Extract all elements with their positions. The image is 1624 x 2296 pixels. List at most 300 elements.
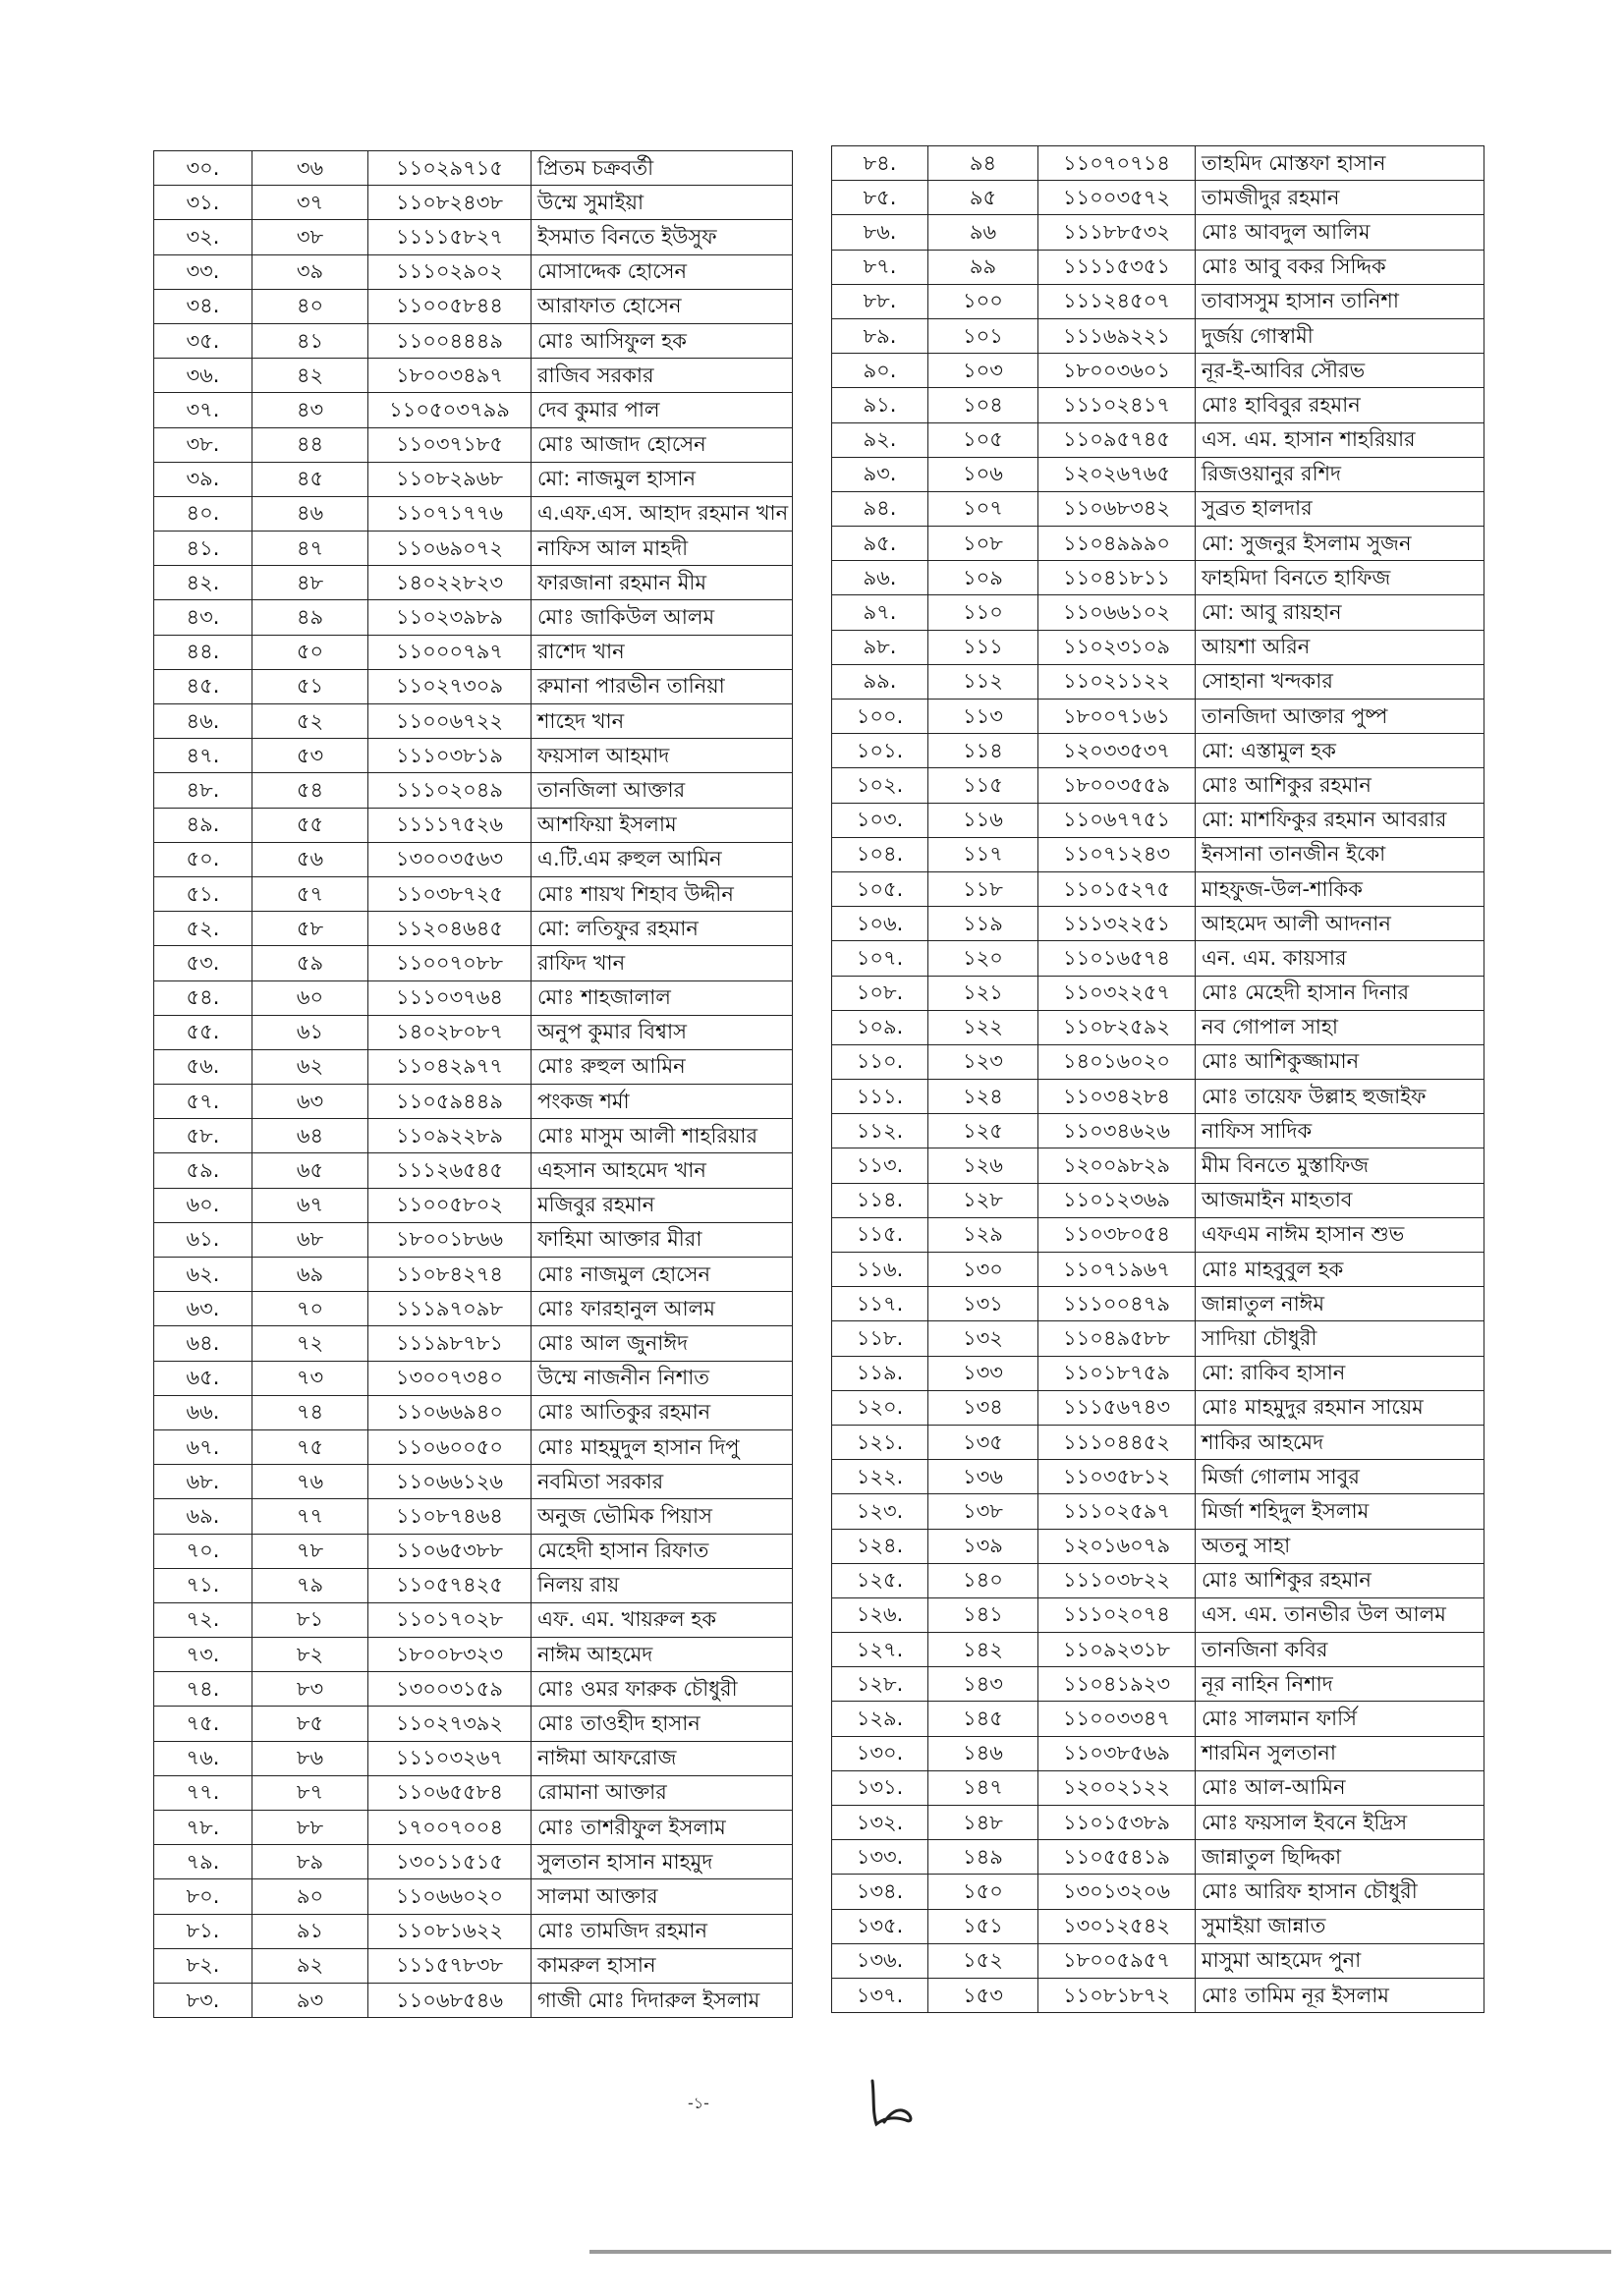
table-row [832, 1563, 1484, 1597]
serial-cell: ৮৯. [832, 318, 928, 353]
registration-cell: ১১০০৪৪৪৯ [368, 323, 532, 358]
roll-cell: ১৩২ [928, 1321, 1038, 1356]
serial-cell: ৮৫. [832, 181, 928, 215]
registration-cell: ১১০৩৪২৮৪ [1038, 1080, 1196, 1114]
name-cell: মো: মাশফিকুর রহমান আবরার [1196, 803, 1484, 837]
name-cell: মোঃ আবু বকর সিদ্দিক [1196, 250, 1484, 284]
registration-cell: ১২০০২১২২ [1038, 1770, 1196, 1805]
roll-cell: ১১১ [928, 630, 1038, 664]
registration-cell: ১৪০১৬০২০ [1038, 1044, 1196, 1079]
registration-cell: ১৩০১১৫১৫ [368, 1845, 532, 1879]
serial-cell: ৬৩. [154, 1292, 252, 1326]
table-row [154, 1222, 793, 1257]
registration-cell: ১৮০০৫৯৫৭ [1038, 1943, 1196, 1978]
roll-cell: ১২২ [928, 1010, 1038, 1044]
name-cell: মির্জা শহিদুল ইসলাম [1196, 1494, 1484, 1529]
registration-cell: ১১০৩৮৭২৫ [368, 876, 532, 911]
table-row [832, 837, 1484, 871]
registration-cell: ১১১৬৯২২১ [1038, 318, 1196, 353]
name-cell: মোঃ শায়খ শিহাব উদ্দীন [532, 876, 793, 911]
registration-cell: ১৪০২৮০৮৭ [368, 1015, 532, 1049]
serial-cell: ৬৯. [154, 1499, 252, 1534]
table-row [832, 1010, 1484, 1044]
name-cell: নাফিস সাদিক [1196, 1114, 1484, 1148]
name-cell: ফারজানা রহমান মীম [532, 566, 793, 600]
name-cell: মোঃ রুহুল আমিন [532, 1049, 793, 1084]
name-cell: মোঃ আরিফ হাসান চৌধুরী [1196, 1875, 1484, 1909]
roll-cell: ৪৯ [252, 600, 368, 635]
table-row [154, 532, 793, 566]
page-number: -১- [688, 2094, 709, 2112]
registration-cell: ১১০২৩১০৯ [1038, 630, 1196, 664]
registration-cell: ১১১০২০৭৪ [1038, 1597, 1196, 1632]
name-cell: নূর নাহিন নিশাদ [1196, 1667, 1484, 1702]
name-cell: মোঃ মাহমুদুর রহমান সায়েম [1196, 1390, 1484, 1425]
registration-cell: ১১০৮২৫৯২ [1038, 1010, 1196, 1044]
serial-cell: ১১২. [832, 1114, 928, 1148]
name-cell: মো: লতিফুর রহমান [532, 912, 793, 946]
table-row [154, 1153, 793, 1188]
table-row [154, 739, 793, 773]
registration-cell: ১১১০৩৮১৯ [368, 739, 532, 773]
roll-cell: ১২৯ [928, 1217, 1038, 1252]
table-row [832, 1321, 1484, 1356]
name-cell: পংকজ শর্মা [532, 1085, 793, 1119]
roll-cell: ৩৬ [252, 151, 368, 186]
registration-cell: ১১০৩৭১৮৫ [368, 427, 532, 462]
registration-cell: ১১০৬৬০২০ [368, 1879, 532, 1914]
registration-cell: ১১০১৫৩৮৯ [1038, 1806, 1196, 1840]
registration-cell: ১১০৬৭৭৫১ [1038, 803, 1196, 837]
name-cell: মোঃ তায়েফ উল্লাহ হুজাইফ [1196, 1080, 1484, 1114]
roll-cell: ১০০ [928, 284, 1038, 318]
serial-cell: ৩৮. [154, 427, 252, 462]
table-row [832, 630, 1484, 664]
table-row [832, 561, 1484, 595]
name-cell: এ.এফ.এস. আহাদ রহমান খান [532, 496, 793, 531]
table-row [832, 1633, 1484, 1667]
roll-cell: ১১৭ [928, 837, 1038, 871]
serial-cell: ৭১. [154, 1568, 252, 1602]
table-row [832, 1460, 1484, 1494]
name-cell: রাজিব সরকার [532, 359, 793, 393]
name-cell: মো: রাকিব হাসান [1196, 1356, 1484, 1390]
name-cell: এ.টি.এম রুহুল আমিন [532, 842, 793, 876]
roll-cell: ১১২ [928, 664, 1038, 699]
roll-cell: ৫৭ [252, 876, 368, 911]
registration-cell: ১১০০৬৭২২ [368, 704, 532, 739]
serial-cell: ৪২. [154, 566, 252, 600]
serial-cell: ৭৬. [154, 1741, 252, 1775]
table-row [154, 1568, 793, 1602]
roll-cell: ৭৮ [252, 1534, 368, 1568]
serial-cell: ৩৩. [154, 254, 252, 289]
registration-cell: ১১০০৩৩৪৭ [1038, 1702, 1196, 1736]
registration-cell: ১২০০৯৮২৯ [1038, 1148, 1196, 1183]
registration-cell: ১১০৫০৩৭৯৯ [368, 393, 532, 427]
table-row [154, 1638, 793, 1672]
table-row [154, 1672, 793, 1707]
roll-cell: ১১৮ [928, 871, 1038, 906]
name-cell: মোঃ আবদুল আলিম [1196, 215, 1484, 250]
name-cell: মো: এস্তামুল হক [1196, 734, 1484, 768]
name-cell: আজমাইন মাহতাব [1196, 1183, 1484, 1217]
serial-cell: ৯৩. [832, 457, 928, 491]
name-cell: মোঃ আশিকুজ্জামান [1196, 1044, 1484, 1079]
registration-cell: ১১০৪১৯২৩ [1038, 1667, 1196, 1702]
roll-cell: ১৪৩ [928, 1667, 1038, 1702]
registration-cell: ১৩০১৩২০৬ [1038, 1875, 1196, 1909]
serial-cell: ৫৮. [154, 1119, 252, 1153]
table-row [832, 1875, 1484, 1909]
name-cell: ফয়সাল আহমাদ [532, 739, 793, 773]
registration-cell: ১১০১৫২৭৫ [1038, 871, 1196, 906]
name-cell: মোঃ আসিফুল হক [532, 323, 793, 358]
roll-cell: ৪০ [252, 289, 368, 323]
table-row [832, 734, 1484, 768]
table-row [832, 1597, 1484, 1632]
table-row [154, 1811, 793, 1845]
serial-cell: ৩২. [154, 220, 252, 254]
serial-cell: ৭৪. [154, 1672, 252, 1707]
table-row [832, 1253, 1484, 1287]
registration-cell: ১১১৫৬৭৪৩ [1038, 1390, 1196, 1425]
registration-cell: ১১০১২৩৬৯ [1038, 1183, 1196, 1217]
roll-cell: ৬৫ [252, 1153, 368, 1188]
registration-cell: ১১১৮৮৫৩২ [1038, 215, 1196, 250]
table-row [832, 907, 1484, 941]
registration-cell: ১১১২৪৫০৭ [1038, 284, 1196, 318]
roll-cell: ৭৭ [252, 1499, 368, 1534]
serial-cell: ৯৬. [832, 561, 928, 595]
table-row [832, 1702, 1484, 1736]
registration-cell: ১২০২৬৭৬৫ [1038, 457, 1196, 491]
table-row [154, 151, 793, 186]
roll-cell: ৪৭ [252, 532, 368, 566]
table-row [832, 1183, 1484, 1217]
name-cell: রুমানা পারভীন তানিয়া [532, 669, 793, 703]
table-row [832, 1909, 1484, 1943]
roll-cell: ১২৫ [928, 1114, 1038, 1148]
roll-cell: ১২৪ [928, 1080, 1038, 1114]
roll-cell: ১৩৪ [928, 1390, 1038, 1425]
registration-cell: ১১০৯২৩১৮ [1038, 1633, 1196, 1667]
name-cell: কামরুল হাসান [532, 1948, 793, 1983]
registration-cell: ১১০৯৫৭৪৫ [1038, 422, 1196, 457]
roll-cell: ৯০ [252, 1879, 368, 1914]
name-cell: উম্মে সুমাইয়া [532, 186, 793, 220]
registration-cell: ১১০৪১৮১১ [1038, 561, 1196, 595]
serial-cell: ১৩৫. [832, 1909, 928, 1943]
table-row [154, 1465, 793, 1499]
registration-cell: ১১০৮৪২৭৪ [368, 1258, 532, 1292]
name-cell: এফ. এম. খায়রুল হক [532, 1602, 793, 1637]
roll-cell: ১৪৮ [928, 1806, 1038, 1840]
registration-cell: ১১০৮৭৪৬৪ [368, 1499, 532, 1534]
roll-cell: ৯২ [252, 1948, 368, 1983]
serial-cell: ১০৭. [832, 941, 928, 976]
registration-cell: ১৮০০৩৪৯৭ [368, 359, 532, 393]
roll-cell: ৬৭ [252, 1188, 368, 1222]
table-row [154, 1775, 793, 1810]
table-row [832, 976, 1484, 1010]
roll-cell: ৫৫ [252, 808, 368, 842]
serial-cell: ৮৭. [832, 250, 928, 284]
name-cell: রাফিদ খান [532, 946, 793, 980]
results-table-right-body [832, 146, 1484, 2013]
roll-cell: ৫১ [252, 669, 368, 703]
name-cell: মো: সুজনুর ইসলাম সুজন [1196, 527, 1484, 561]
name-cell: শাকির আহমেদ [1196, 1425, 1484, 1459]
name-cell: সুব্রত হালদার [1196, 491, 1484, 526]
name-cell: নবমিতা সরকার [532, 1465, 793, 1499]
serial-cell: ৯৮. [832, 630, 928, 664]
serial-cell: ১২৩. [832, 1494, 928, 1529]
serial-cell: ৬৪. [154, 1326, 252, 1361]
name-cell: তাবাসসুম হাসান তানিশা [1196, 284, 1484, 318]
roll-cell: ৫৬ [252, 842, 368, 876]
serial-cell: ৯৯. [832, 664, 928, 699]
table-row [154, 1983, 793, 2017]
serial-cell: ৮৬. [832, 215, 928, 250]
registration-cell: ১১০৭০৭১৪ [1038, 146, 1196, 181]
roll-cell: ৮৮ [252, 1811, 368, 1845]
name-cell: মোঃ জাকিউল আলম [532, 600, 793, 635]
roll-cell: ৮৯ [252, 1845, 368, 1879]
registration-cell: ১১০৩৫৮১২ [1038, 1460, 1196, 1494]
table-row [832, 1114, 1484, 1148]
table-row [154, 600, 793, 635]
registration-cell: ১১১০০৪৭৯ [1038, 1287, 1196, 1321]
name-cell: নিলয় রায় [532, 1568, 793, 1602]
registration-cell: ১৭০০৭০০৪ [368, 1811, 532, 1845]
table-row [154, 912, 793, 946]
name-cell: তানজিনা কবির [1196, 1633, 1484, 1667]
serial-cell: ১১৬. [832, 1253, 928, 1287]
serial-cell: ৪৬. [154, 704, 252, 739]
name-cell: দেব কুমার পাল [532, 393, 793, 427]
name-cell: মোঃ মাসুম আলী শাহরিয়ার [532, 1119, 793, 1153]
table-row [832, 527, 1484, 561]
serial-cell: ১১৫. [832, 1217, 928, 1252]
table-row [154, 946, 793, 980]
roll-cell: ৯৩ [252, 1983, 368, 2017]
roll-cell: ৪৫ [252, 462, 368, 496]
serial-cell: ১০৩. [832, 803, 928, 837]
table-row [832, 215, 1484, 250]
serial-cell: ৬২. [154, 1258, 252, 1292]
name-cell: মোঃ মাহমুদুল হাসান দিপু [532, 1429, 793, 1464]
serial-cell: ১৩৪. [832, 1875, 928, 1909]
serial-cell: ৩৪. [154, 289, 252, 323]
registration-cell: ১১০২৭৩৯২ [368, 1707, 532, 1741]
roll-cell: ১০৯ [928, 561, 1038, 595]
roll-cell: ৭৯ [252, 1568, 368, 1602]
registration-cell: ১১০৬৬৯৪০ [368, 1395, 532, 1429]
roll-cell: ৩৭ [252, 186, 368, 220]
table-row [832, 354, 1484, 388]
serial-cell: ৮০. [154, 1879, 252, 1914]
serial-cell: ৫৩. [154, 946, 252, 980]
name-cell: মোঃ হাবিবুর রহমান [1196, 388, 1484, 422]
table-row [832, 1044, 1484, 1079]
roll-cell: ৫৩ [252, 739, 368, 773]
registration-cell: ১১১১৫৮২৭ [368, 220, 532, 254]
table-row [154, 1361, 793, 1395]
registration-cell: ১২০৩৩৫৩৭ [1038, 734, 1196, 768]
name-cell: রোমানা আক্তার [532, 1775, 793, 1810]
roll-cell: ১০৪ [928, 388, 1038, 422]
name-cell: মো: নাজমুল হাসান [532, 462, 793, 496]
registration-cell: ১৩০০৭৩৪০ [368, 1361, 532, 1395]
table-row [154, 289, 793, 323]
roll-cell: ১৪০ [928, 1563, 1038, 1597]
table-row [154, 1049, 793, 1084]
registration-cell: ১১১২৬৫৪৫ [368, 1153, 532, 1188]
roll-cell: ১৩৬ [928, 1460, 1038, 1494]
roll-cell: ৫৮ [252, 912, 368, 946]
registration-cell: ১১০২৯৭১৫ [368, 151, 532, 186]
roll-cell: ১২৩ [928, 1044, 1038, 1079]
registration-cell: ১১০২৭৩০৯ [368, 669, 532, 703]
serial-cell: ৪৮. [154, 773, 252, 808]
serial-cell: ১২০. [832, 1390, 928, 1425]
registration-cell: ১১০০৩৫৭২ [1038, 181, 1196, 215]
name-cell: সোহানা খন্দকার [1196, 664, 1484, 699]
name-cell: শারমিন সুলতানা [1196, 1736, 1484, 1770]
roll-cell: ১০৬ [928, 457, 1038, 491]
roll-cell: ৮২ [252, 1638, 368, 1672]
table-row [832, 1529, 1484, 1563]
name-cell: মোঃ তামজিদ রহমান [532, 1914, 793, 1948]
serial-cell: ৪৯. [154, 808, 252, 842]
serial-cell: ৭২. [154, 1602, 252, 1637]
serial-cell: ১২২. [832, 1460, 928, 1494]
name-cell: অতনু সাহা [1196, 1529, 1484, 1563]
serial-cell: ৯৫. [832, 527, 928, 561]
table-row [832, 595, 1484, 630]
registration-cell: ১১১০২৫৯৭ [1038, 1494, 1196, 1529]
serial-cell: ৪১. [154, 532, 252, 566]
table-row [832, 181, 1484, 215]
roll-cell: ৮৫ [252, 1707, 368, 1741]
registration-cell: ১৩০১২৫৪২ [1038, 1909, 1196, 1943]
registration-cell: ১১০২৩৯৮৯ [368, 600, 532, 635]
roll-cell: ৬৩ [252, 1085, 368, 1119]
name-cell: মীম বিনতে মুস্তাফিজ [1196, 1148, 1484, 1183]
roll-cell: ১৫০ [928, 1875, 1038, 1909]
serial-cell: ১২১. [832, 1425, 928, 1459]
table-row [154, 1602, 793, 1637]
table-row [832, 250, 1484, 284]
serial-cell: ১২৬. [832, 1597, 928, 1632]
table-row [832, 1736, 1484, 1770]
name-cell: এহসান আহমেদ খান [532, 1153, 793, 1188]
table-row [154, 1258, 793, 1292]
serial-cell: ৪৩. [154, 600, 252, 635]
registration-cell: ১১০৬৬১২৬ [368, 1465, 532, 1499]
roll-cell: ১২০ [928, 941, 1038, 976]
name-cell: শাহেদ খান [532, 704, 793, 739]
name-cell: মোঃ আশিকুর রহমান [1196, 1563, 1484, 1597]
registration-cell: ১৮০০৩৫৫৯ [1038, 768, 1196, 803]
serial-cell: ৭৭. [154, 1775, 252, 1810]
name-cell: মোঃ মেহেদী হাসান দিনার [1196, 976, 1484, 1010]
roll-cell: ৪৪ [252, 427, 368, 462]
registration-cell: ১১০৬৯০৭২ [368, 532, 532, 566]
name-cell: মোঃ ফয়সাল ইবনে ইদ্রিস [1196, 1806, 1484, 1840]
serial-cell: ১১৩. [832, 1148, 928, 1183]
bottom-rule [589, 2250, 1611, 2254]
registration-cell: ১১১৯৮৭৮১ [368, 1326, 532, 1361]
registration-cell: ১১০৩৪৬২৬ [1038, 1114, 1196, 1148]
table-row [154, 773, 793, 808]
table-row [154, 359, 793, 393]
serial-cell: ১১৯. [832, 1356, 928, 1390]
name-cell: জান্নাতুল নাঈম [1196, 1287, 1484, 1321]
name-cell: নাঈমা আফরোজ [532, 1741, 793, 1775]
serial-cell: ৬৬. [154, 1395, 252, 1429]
serial-cell: ৩৭. [154, 393, 252, 427]
signature-mark [855, 2073, 933, 2132]
serial-cell: ৫৬. [154, 1049, 252, 1084]
registration-cell: ১৩০০৩৫৬৩ [368, 842, 532, 876]
results-table-left [153, 150, 793, 2018]
registration-cell: ১১১০৩৭৬৪ [368, 980, 532, 1015]
roll-cell: ৮৬ [252, 1741, 368, 1775]
serial-cell: ৮৩. [154, 1983, 252, 2017]
roll-cell: ১১৫ [928, 768, 1038, 803]
registration-cell: ১৩০০৩১৫৯ [368, 1672, 532, 1707]
registration-cell: ১১০৮২৯৬৮ [368, 462, 532, 496]
serial-cell: ৩১. [154, 186, 252, 220]
serial-cell: ৯৭. [832, 595, 928, 630]
name-cell: ইনসানা তানজীন ইকো [1196, 837, 1484, 871]
roll-cell: ১৫৩ [928, 1978, 1038, 2012]
serial-cell: ৭৫. [154, 1707, 252, 1741]
roll-cell: ৪২ [252, 359, 368, 393]
roll-cell: ১৩০ [928, 1253, 1038, 1287]
registration-cell: ১১০৬৬১০২ [1038, 595, 1196, 630]
registration-cell: ১১০৪২৯৭৭ [368, 1049, 532, 1084]
serial-cell: ৫৪. [154, 980, 252, 1015]
name-cell: তাহমিদ মোস্তফা হাসান [1196, 146, 1484, 181]
registration-cell: ১১০৭১৭৭৬ [368, 496, 532, 531]
name-cell: মাহফুজ-উল-শাকিক [1196, 871, 1484, 906]
registration-cell: ১১১১৭৫২৬ [368, 808, 532, 842]
serial-cell: ৫৯. [154, 1153, 252, 1188]
serial-cell: ৫৭. [154, 1085, 252, 1119]
registration-cell: ১১০৬০০৫০ [368, 1429, 532, 1464]
table-row [832, 1356, 1484, 1390]
roll-cell: ৬৮ [252, 1222, 368, 1257]
serial-cell: ৫০. [154, 842, 252, 876]
serial-cell: ১২৯. [832, 1702, 928, 1736]
table-row [832, 457, 1484, 491]
table-row [832, 491, 1484, 526]
table-row [832, 1840, 1484, 1875]
table-row [832, 803, 1484, 837]
registration-cell: ১১২০৪৬৪৫ [368, 912, 532, 946]
roll-cell: ৫০ [252, 635, 368, 669]
registration-cell: ১১০৩৮০৫৪ [1038, 1217, 1196, 1252]
roll-cell: ৮৭ [252, 1775, 368, 1810]
name-cell: এন. এম. কায়সার [1196, 941, 1484, 976]
name-cell: মোঃ আতিকুর রহমান [532, 1395, 793, 1429]
serial-cell: ৭৩. [154, 1638, 252, 1672]
serial-cell: ১০৫. [832, 871, 928, 906]
roll-cell: ৭৬ [252, 1465, 368, 1499]
